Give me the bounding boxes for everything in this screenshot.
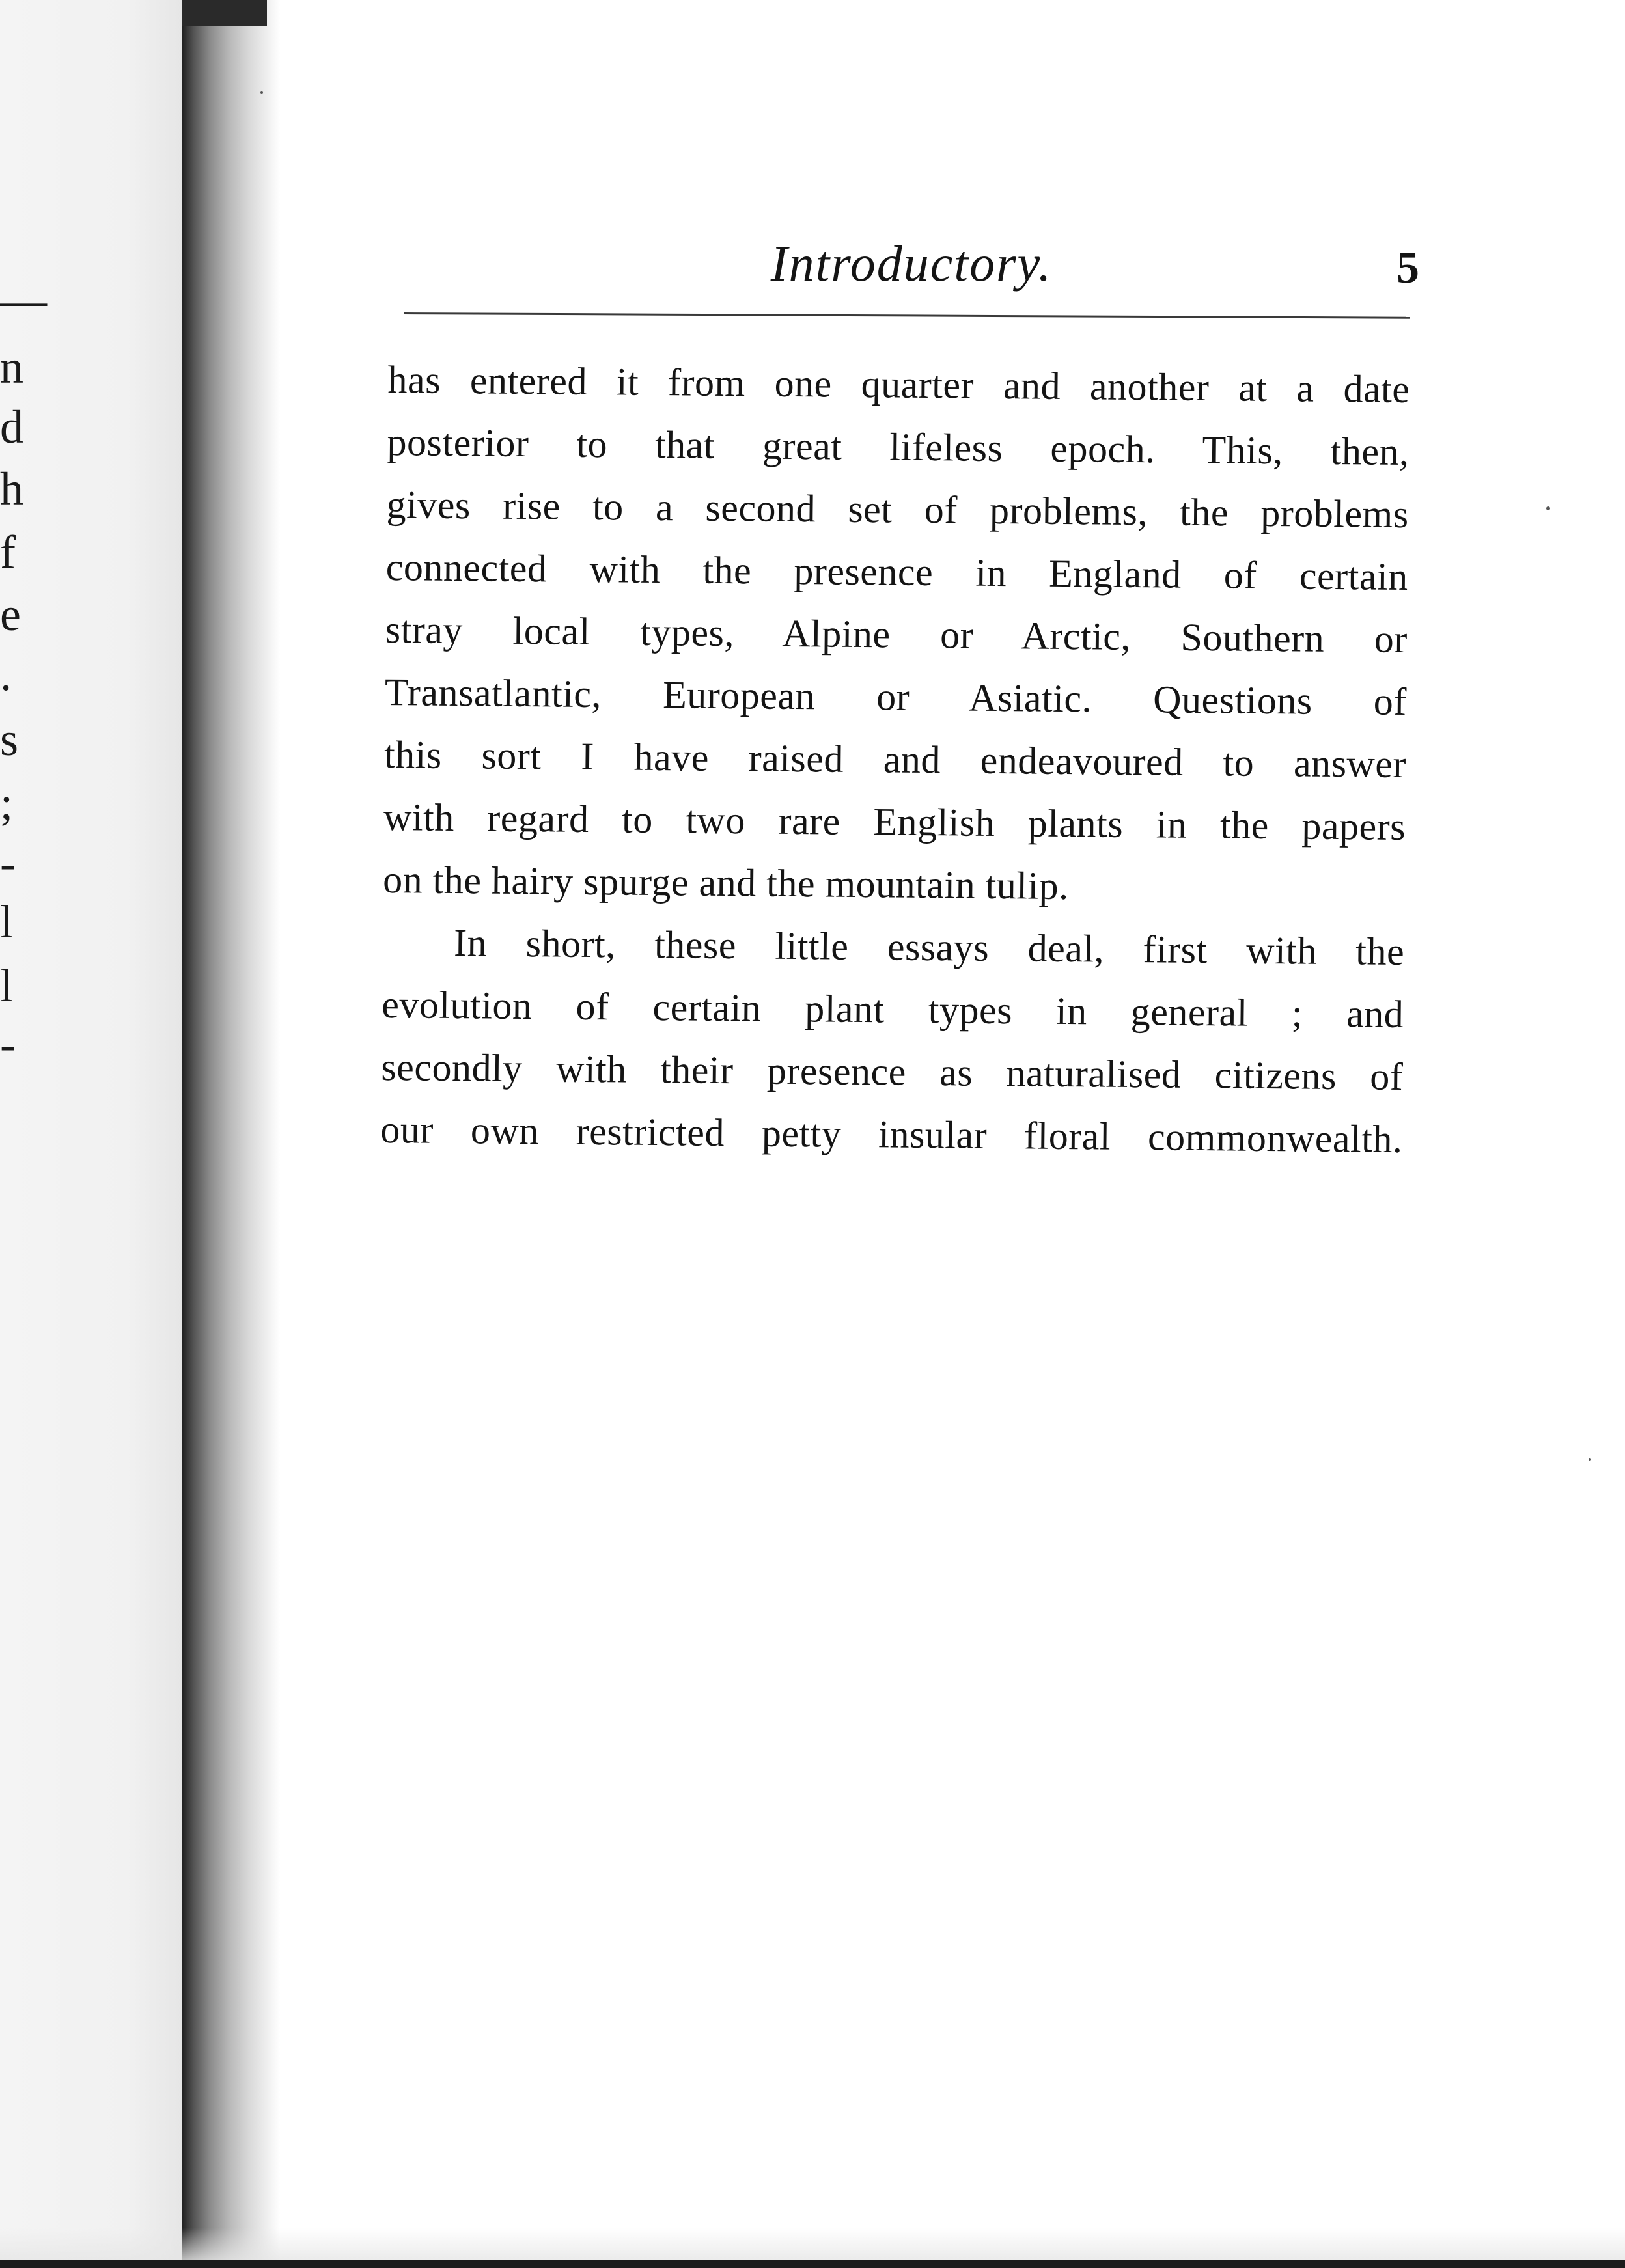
text-line: evolution of certain plant types in general ; and <box>382 982 1404 1036</box>
prev-page-fragment: f <box>0 526 16 578</box>
text-line: connected with the presence in England of certain <box>385 545 1409 599</box>
text-line: this sort I have raised and endeavoured to answer <box>383 732 1407 786</box>
prev-page-fragment: ; <box>0 777 14 829</box>
scan-speck <box>1589 1458 1591 1461</box>
text-line: gives rise to a second set of problems, the problems <box>386 482 1409 536</box>
prev-page-fragment: n <box>0 341 23 393</box>
prev-page-fragment: . <box>0 648 12 700</box>
text-line: our own restricted petty insular floral commonwealth. <box>380 1107 1403 1161</box>
text-line: posterior to that great lifeless epoch. This, then, <box>387 420 1410 474</box>
page-bottom-edge <box>0 2260 1625 2268</box>
body-text <box>380 348 1410 1170</box>
binding-gutter-top <box>182 0 267 26</box>
page-bottom-shadow <box>0 2228 1625 2260</box>
prev-page-fragment: - <box>0 837 16 889</box>
text-line: with regard to two rare English plants in the papers <box>383 795 1406 849</box>
prev-page-fragment: d <box>0 401 23 453</box>
prev-page-fragment: l <box>0 896 14 948</box>
running-head <box>404 230 1419 296</box>
page-number: 5 <box>1396 243 1419 293</box>
previous-page-edge <box>0 0 182 2268</box>
text-line: In short, these little essays deal, first with the <box>453 921 1405 974</box>
text-line: stray local types, Alpine or Arctic, Southern or <box>385 607 1408 661</box>
prev-page-fragment: l <box>0 960 14 1012</box>
prev-page-fragment: — <box>0 274 47 326</box>
text-line: Transatlantic, European or Asiatic. Questions of <box>384 670 1408 724</box>
text-line: secondly with their presence as naturalised citizens of <box>381 1045 1404 1099</box>
prev-page-fragment: e <box>0 588 21 641</box>
binding-gutter <box>182 0 280 2268</box>
text-line: on the hairy spurge and the mountain tulip. <box>382 857 1069 908</box>
prev-page-fragment: h <box>0 463 23 515</box>
scan-speck <box>260 91 263 94</box>
running-head-title: Introductory. <box>770 235 1053 292</box>
prev-page-fragment: - <box>0 1018 16 1070</box>
text-line: has entered it from one quarter and another at a date <box>387 357 1410 411</box>
scan-speck <box>1546 506 1550 510</box>
header-rule <box>404 312 1410 319</box>
prev-page-fragment: s <box>0 713 19 766</box>
